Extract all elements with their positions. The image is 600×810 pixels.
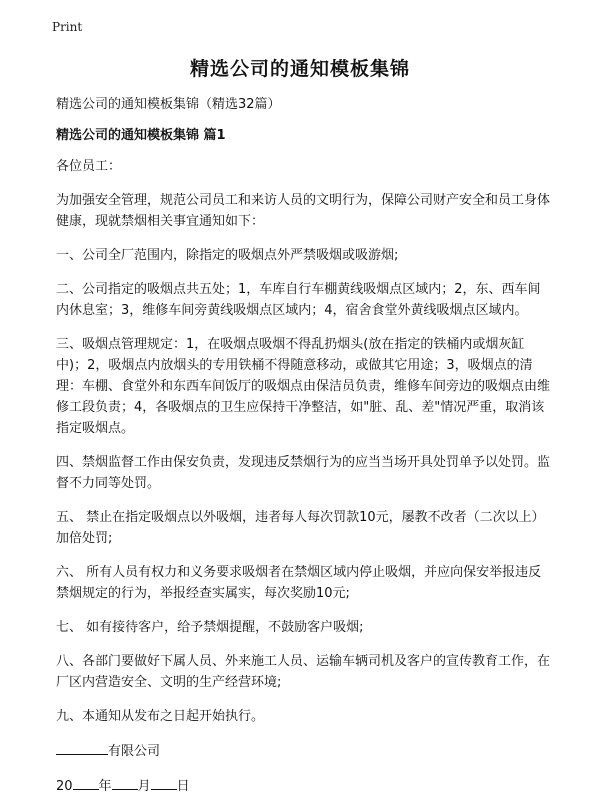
notice-item-4: 四、禁烟监督工作由保安负责，发现违反禁烟行为的应当当场开具处罚单予以处罚。监督不力同等处罚。: [56, 455, 551, 491]
company-suffix: 有限公司: [108, 744, 161, 759]
day-blank: [151, 775, 177, 790]
notice-item-3: 三、吸烟点管理规定：1，在吸烟点吸烟不得乱扔烟头(放在指定的铁桶内或烟灰缸中)；2，吸烟点内放烟头的专用铁桶不得随意移动，或做其它用途；3，吸烟点的清理：车棚、食堂外和东西车间饭厅的吸烟点由保洁员负责，维修车间旁边的吸烟点由维修工段负责；4，各吸烟点的卫生应保持干净整洁，如"脏、乱、差"情况严重，取消该指定吸烟点。: [56, 337, 551, 436]
company-name-blank: [56, 740, 108, 755]
document-body: [56, 94, 552, 810]
notice-item-1: 一、公司全厂范围内，除指定的吸烟点外严禁吸烟或吸游烟;: [56, 248, 399, 263]
notice-item-5: 五、 禁止在指定吸烟点以外吸烟，违者每人每次罚款10元，屡教不改者（二次以上）加倍处罚;: [56, 510, 545, 546]
section-heading: 精选公司的通知模板集锦 篇1: [56, 128, 226, 143]
notice-item-6: 六、 所有人员有权力和义务要求吸烟者在禁烟区域内停止吸烟，并应向保安举报违反禁烟规定的行为，举报经查实属实，每次奖励10元;: [56, 565, 542, 601]
month-label: 月: [137, 779, 151, 794]
signature-company: [56, 740, 552, 762]
month-blank: [112, 775, 138, 790]
page-title: 精选公司的通知模板集锦: [189, 58, 410, 80]
greeting: 各位员工：: [56, 159, 122, 174]
day-label: 日: [176, 779, 190, 794]
intro-paragraph: 为加强安全管理，规范公司员工和来访人员的文明行为，保障公司财产安全和员工身体健康，现就禁烟相关事宜通知如下：: [56, 193, 551, 229]
notice-item-7: 七、 如有接待客户，给予禁烟提醒，不鼓励客户吸烟;: [56, 620, 364, 635]
notice-item-9: 九、本通知从发布之日起开始执行。: [56, 709, 265, 724]
notice-item-8: 八、各部门要做好下属人员、外来施工人员、运输车辆司机及客户的宣传教育工作，在厂区内营造安全、文明的生产经营环境;: [56, 654, 551, 690]
print-link[interactable]: Print: [52, 20, 83, 34]
year-blank: [73, 775, 99, 790]
year-label: 年: [98, 779, 112, 794]
signature-date: [56, 775, 552, 797]
date-prefix: 20: [56, 779, 73, 794]
notice-item-2: 二、公司指定的吸烟点共五处；1，车库自行车棚黄线吸烟点区域内；2，东、西车间内休息室；3，维修车间旁黄线吸烟点区域内；4，宿舍食堂外黄线吸烟点区域内。: [56, 282, 541, 318]
document-subtitle: 精选公司的通知模板集锦（精选32篇）: [56, 97, 281, 112]
